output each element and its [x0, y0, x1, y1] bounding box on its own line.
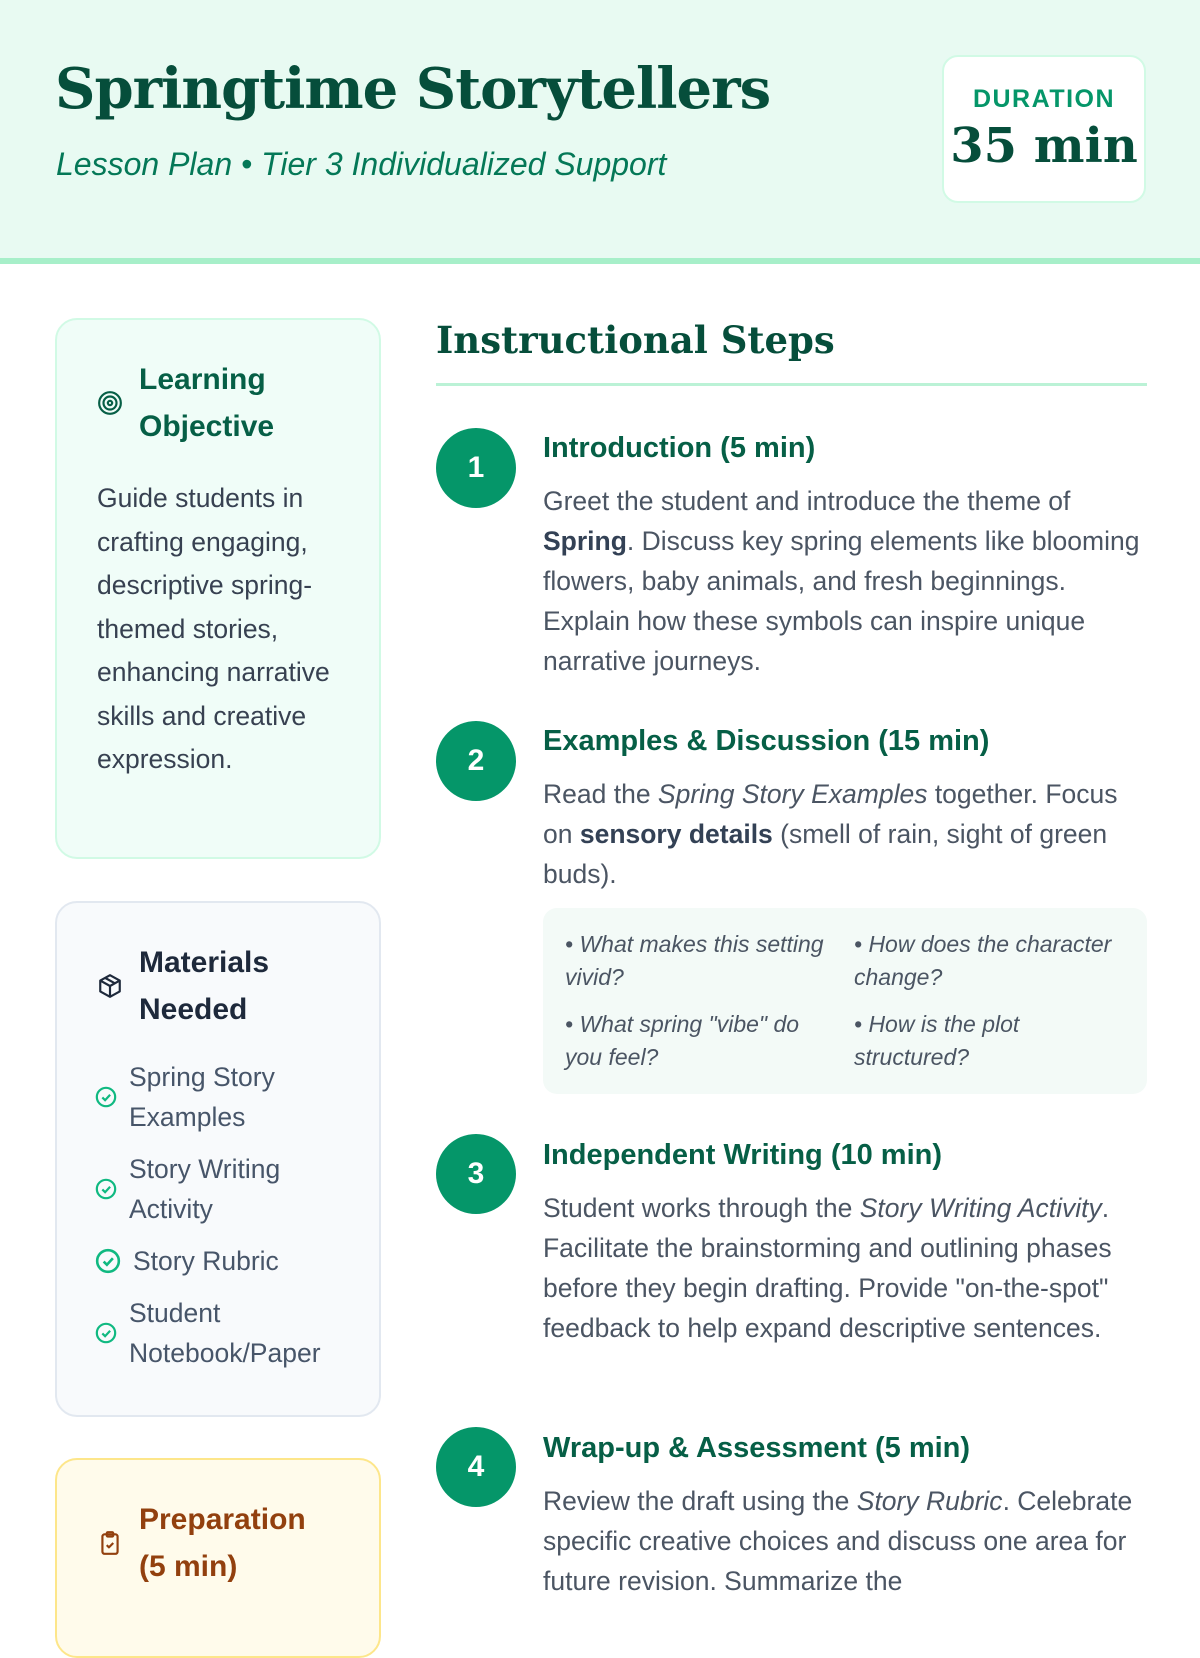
discussion-question: • What spring "vibe" do you feel?: [565, 1011, 800, 1070]
discussion-question: • How is the plot structured?: [854, 1011, 1020, 1070]
step-description: Greet the student and introduce the theme of Spring. Discuss key spring elements like blooming flowers, baby animals, and fresh beginnings. Explain how these symbols can inspire unique narrative journeys.: [543, 486, 1140, 676]
materials-header: [97, 939, 299, 1033]
step-description: Student works through the Story Writing Activity. Facilitate the brainstorming and outlining phases before they begin drafting. Provide "on-the-spot" feedback to help expand descriptive sentences.: [543, 1193, 1112, 1343]
duration-card: [942, 55, 1146, 203]
lesson-title: Springtime Storytellers: [55, 56, 771, 122]
preparation-title: Preparation (5 min): [139, 1503, 306, 1583]
step-title: Independent Writing (10 min): [543, 1139, 943, 1171]
target-icon: [97, 390, 123, 416]
list-item: [95, 1293, 365, 1373]
materials-list: [95, 1057, 365, 1385]
materials-card: [55, 901, 381, 1417]
material-label: Spring Story Examples: [129, 1062, 275, 1132]
instructional-steps-heading: Instructional Steps: [436, 318, 835, 362]
material-label: Story Writing Activity: [129, 1154, 281, 1224]
material-label: Student Notebook/Paper: [129, 1298, 321, 1368]
learning-objective-header: [97, 356, 299, 450]
learning-objective-title: Learning Objective: [139, 363, 275, 443]
list-item: [95, 1241, 365, 1281]
step-title: Wrap-up & Assessment (5 min): [543, 1432, 971, 1464]
material-label: Story Rubric: [133, 1246, 279, 1276]
step-description: Review the draft using the Story Rubric. Celebrate specific creative choices and discuss one area for future revision. Summarize the: [543, 1486, 1133, 1596]
discussion-questions-box: [543, 908, 1147, 1094]
step-number-badge: 4: [436, 1427, 516, 1507]
preparation-card: [55, 1458, 381, 1658]
discussion-question: • How does the character change?: [854, 931, 1112, 990]
lesson-subtitle: Lesson Plan • Tier 3 Individualized Support: [56, 146, 667, 182]
step-number-badge: 2: [436, 721, 516, 801]
list-item: [95, 1057, 365, 1137]
materials-title: Materials Needed: [139, 946, 270, 1026]
step-number-badge: 1: [436, 428, 516, 508]
preparation-header: [97, 1496, 339, 1590]
clipboard-check-icon: [97, 1530, 123, 1556]
step-title: Examples & Discussion (15 min): [543, 725, 990, 757]
check-circle-icon: [95, 1322, 117, 1344]
lesson-header: [0, 0, 1200, 264]
step-title: Introduction (5 min): [543, 432, 816, 464]
check-circle-icon: [95, 1086, 117, 1108]
section-divider: [436, 383, 1147, 386]
duration-label: DURATION: [972, 85, 1116, 113]
list-item: [95, 1149, 365, 1229]
step-description: Read the Spring Story Examples together. Focus on sensory details (smell of rain, sight of green buds).: [543, 779, 1118, 889]
step-number-badge: 3: [436, 1134, 516, 1214]
learning-objective-card: [55, 318, 381, 859]
discussion-question: • What makes this setting vivid?: [565, 931, 824, 990]
check-circle-icon: [95, 1248, 121, 1274]
learning-objective-text: Guide students in crafting engaging, descriptive spring-themed stories, enhancing narrative skills and creative expression.: [97, 483, 330, 774]
cube-icon: [97, 973, 123, 999]
duration-value: 35 min: [950, 118, 1138, 174]
check-circle-icon: [95, 1178, 117, 1200]
